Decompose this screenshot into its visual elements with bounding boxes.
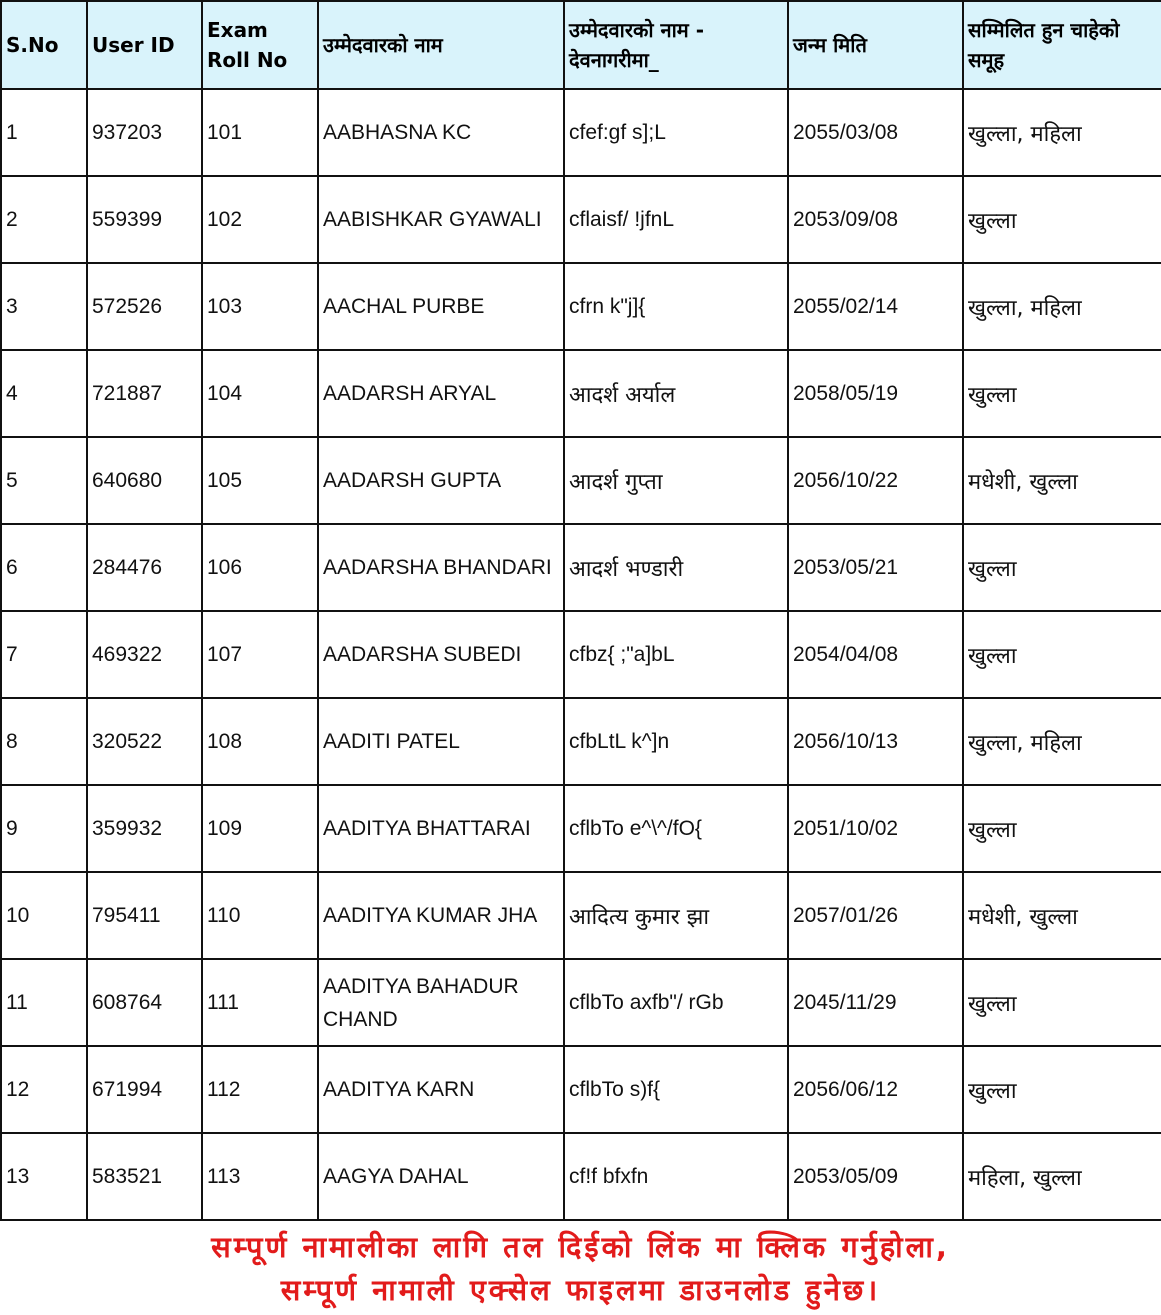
cell-group: खुल्ला xyxy=(963,524,1161,611)
cell-roll-no: 104 xyxy=(202,350,318,437)
cell-user-id: 583521 xyxy=(87,1133,202,1220)
cell-roll-no: 109 xyxy=(202,785,318,872)
cell-user-id: 608764 xyxy=(87,959,202,1046)
table-row xyxy=(1,176,1161,263)
cell-group: खुल्ला xyxy=(963,959,1161,1046)
cell-sno: 4 xyxy=(1,350,87,437)
table-row xyxy=(1,698,1161,785)
cell-name: AADARSH GUPTA xyxy=(318,437,564,524)
cell-group: मधेशी, खुल्ला xyxy=(963,872,1161,959)
table-row xyxy=(1,350,1161,437)
cell-name: AADARSHA SUBEDI xyxy=(318,611,564,698)
cell-name: AADARSH ARYAL xyxy=(318,350,564,437)
cell-roll-no: 110 xyxy=(202,872,318,959)
cell-name: AABHASNA KC xyxy=(318,89,564,176)
cell-name-devanagari: cfbz{ ;"a]bL xyxy=(564,611,788,698)
cell-name: AACHAL PURBE xyxy=(318,263,564,350)
header-user-id: User ID xyxy=(87,1,202,89)
cell-user-id: 671994 xyxy=(87,1046,202,1133)
cell-dob: 2053/05/09 xyxy=(788,1133,963,1220)
cell-group: खुल्ला, महिला xyxy=(963,698,1161,785)
cell-sno: 7 xyxy=(1,611,87,698)
header-name-devanagari: उम्मेदवारको नाम - देवनागरीमा_ xyxy=(564,1,788,89)
cell-sno: 11 xyxy=(1,959,87,1046)
cell-name-devanagari: आदर्श अर्याल xyxy=(564,350,788,437)
table-row xyxy=(1,263,1161,350)
cell-dob: 2056/10/22 xyxy=(788,437,963,524)
table-row xyxy=(1,1046,1161,1133)
cell-name-devanagari: cfbLtL k^]n xyxy=(564,698,788,785)
header-roll-no: Exam Roll No xyxy=(202,1,318,89)
cell-name-devanagari: आदित्य कुमार झा xyxy=(564,872,788,959)
cell-user-id: 640680 xyxy=(87,437,202,524)
cell-user-id: 795411 xyxy=(87,872,202,959)
table-row xyxy=(1,437,1161,524)
cell-name-devanagari: आदर्श भण्डारी xyxy=(564,524,788,611)
cell-group: खुल्ला, महिला xyxy=(963,263,1161,350)
cell-name: AADITYA KARN xyxy=(318,1046,564,1133)
cell-dob: 2045/11/29 xyxy=(788,959,963,1046)
cell-roll-no: 107 xyxy=(202,611,318,698)
cell-name: AADITYA BAHADUR CHAND xyxy=(318,959,564,1046)
cell-user-id: 469322 xyxy=(87,611,202,698)
cell-sno: 9 xyxy=(1,785,87,872)
cell-user-id: 359932 xyxy=(87,785,202,872)
table-row xyxy=(1,1133,1161,1220)
cell-name-devanagari: cfrn k"j]{ xyxy=(564,263,788,350)
cell-sno: 5 xyxy=(1,437,87,524)
cell-user-id: 559399 xyxy=(87,176,202,263)
download-notice xyxy=(0,1226,1161,1312)
cell-dob: 2055/03/08 xyxy=(788,89,963,176)
cell-name: AAGYA DAHAL xyxy=(318,1133,564,1220)
cell-dob: 2057/01/26 xyxy=(788,872,963,959)
header-dob: जन्म मिति xyxy=(788,1,963,89)
cell-roll-no: 112 xyxy=(202,1046,318,1133)
cell-dob: 2054/04/08 xyxy=(788,611,963,698)
header-group: सम्मिलित हुन चाहेको समूह xyxy=(963,1,1161,89)
cell-name-devanagari: cflaisf/ !jfnL xyxy=(564,176,788,263)
table-row xyxy=(1,785,1161,872)
cell-user-id: 937203 xyxy=(87,89,202,176)
cell-dob: 2058/05/19 xyxy=(788,350,963,437)
table-row xyxy=(1,611,1161,698)
table-header xyxy=(1,1,1161,89)
cell-user-id: 320522 xyxy=(87,698,202,785)
cell-sno: 13 xyxy=(1,1133,87,1220)
cell-sno: 3 xyxy=(1,263,87,350)
cell-roll-no: 105 xyxy=(202,437,318,524)
cell-group: खुल्ला xyxy=(963,611,1161,698)
cell-dob: 2055/02/14 xyxy=(788,263,963,350)
cell-sno: 10 xyxy=(1,872,87,959)
cell-name-devanagari: cflbTo axfb"/ rGb xyxy=(564,959,788,1046)
cell-sno: 1 xyxy=(1,89,87,176)
header-row xyxy=(1,1,1161,89)
cell-roll-no: 108 xyxy=(202,698,318,785)
cell-name: AADITYA KUMAR JHA xyxy=(318,872,564,959)
cell-roll-no: 106 xyxy=(202,524,318,611)
cell-dob: 2056/06/12 xyxy=(788,1046,963,1133)
table-row xyxy=(1,524,1161,611)
cell-group: खुल्ला xyxy=(963,1046,1161,1133)
cell-roll-no: 101 xyxy=(202,89,318,176)
cell-name-devanagari: cflbTo e^\^/fO{ xyxy=(564,785,788,872)
cell-user-id: 721887 xyxy=(87,350,202,437)
table-row xyxy=(1,959,1161,1046)
cell-group: खुल्ला, महिला xyxy=(963,89,1161,176)
table-row xyxy=(1,89,1161,176)
cell-name-devanagari: आदर्श गुप्ता xyxy=(564,437,788,524)
cell-dob: 2053/09/08 xyxy=(788,176,963,263)
cell-group: महिला, खुल्ला xyxy=(963,1133,1161,1220)
cell-name: AABISHKAR GYAWALI xyxy=(318,176,564,263)
cell-name: AADITYA BHATTARAI xyxy=(318,785,564,872)
cell-sno: 12 xyxy=(1,1046,87,1133)
header-name: उम्मेदवारको नाम xyxy=(318,1,564,89)
cell-name-devanagari: cfef:gf s];L xyxy=(564,89,788,176)
cell-name-devanagari: cflbTo s)f{ xyxy=(564,1046,788,1133)
cell-name-devanagari: cf!f bfxfn xyxy=(564,1133,788,1220)
cell-group: खुल्ला xyxy=(963,350,1161,437)
cell-user-id: 572526 xyxy=(87,263,202,350)
cell-user-id: 284476 xyxy=(87,524,202,611)
cell-name: AADARSHA BHANDARI xyxy=(318,524,564,611)
cell-sno: 6 xyxy=(1,524,87,611)
cell-roll-no: 113 xyxy=(202,1133,318,1220)
cell-dob: 2051/10/02 xyxy=(788,785,963,872)
cell-sno: 8 xyxy=(1,698,87,785)
header-sno: S.No xyxy=(1,1,87,89)
download-notice-line-2: सम्पूर्ण नामाली एक्सेल फाइलमा डाउनलोड हुनेछ। xyxy=(280,1273,881,1307)
download-notice-line-1: सम्पूर्ण नामालीका लागि तल दिईको लिंक मा क्लिक गर्नुहोला, xyxy=(211,1230,950,1264)
cell-name: AADITI PATEL xyxy=(318,698,564,785)
cell-group: मधेशी, खुल्ला xyxy=(963,437,1161,524)
cell-sno: 2 xyxy=(1,176,87,263)
cell-group: खुल्ला xyxy=(963,785,1161,872)
cell-dob: 2056/10/13 xyxy=(788,698,963,785)
cell-roll-no: 102 xyxy=(202,176,318,263)
table-body xyxy=(1,89,1161,1220)
cell-group: खुल्ला xyxy=(963,176,1161,263)
table-row xyxy=(1,872,1161,959)
cell-roll-no: 103 xyxy=(202,263,318,350)
cell-roll-no: 111 xyxy=(202,959,318,1046)
cell-dob: 2053/05/21 xyxy=(788,524,963,611)
